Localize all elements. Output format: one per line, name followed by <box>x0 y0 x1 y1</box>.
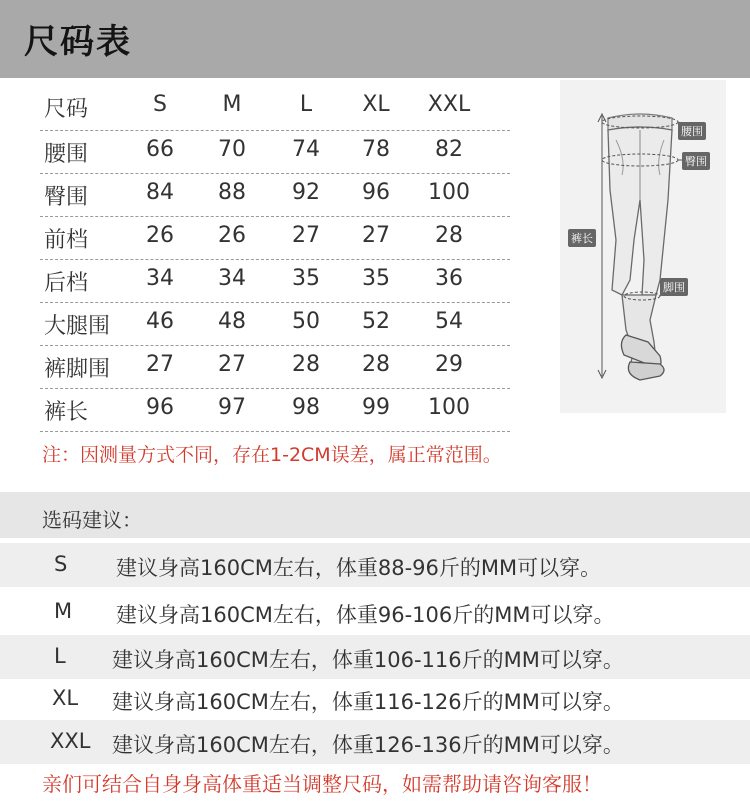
row-label: 臀围 <box>44 185 89 210</box>
table-header-row <box>40 88 510 131</box>
row-label: 裤脚围 <box>44 357 111 382</box>
table-cell: 70 <box>218 137 246 162</box>
advice-text: 建议身高160CM左右，体重106-116斤的MM可以穿。 <box>112 648 624 672</box>
table-cell: 99 <box>362 395 390 420</box>
table-cell: 97 <box>218 395 246 420</box>
table-row <box>40 260 510 303</box>
table-cell: 84 <box>146 180 174 205</box>
table-cell: 26 <box>218 223 246 248</box>
table-cell: 98 <box>292 395 320 420</box>
table-row <box>40 131 510 174</box>
advice-text: 建议身高160CM左右，体重126-136斤的MM可以穿。 <box>112 733 624 757</box>
table-cell: 29 <box>435 352 463 377</box>
table-cell: 28 <box>362 352 390 377</box>
table-cell: 27 <box>362 223 390 248</box>
table-cell: 27 <box>146 352 174 377</box>
waist-label: 腰围 <box>678 122 706 140</box>
table-cell: 27 <box>292 223 320 248</box>
table-cell: 82 <box>435 137 463 162</box>
advice-row <box>0 720 750 764</box>
table-cell: 28 <box>292 352 320 377</box>
table-cell: 35 <box>292 266 320 291</box>
table-row <box>40 174 510 217</box>
length-label: 裤长 <box>568 229 596 247</box>
advice-size: S <box>54 552 68 576</box>
column-header: 尺码 <box>44 97 89 122</box>
column-header: XXL <box>427 92 471 117</box>
column-header: XL <box>362 92 390 117</box>
table-cell: 28 <box>435 223 463 248</box>
hip-label: 臀围 <box>682 152 710 170</box>
table-cell: 100 <box>428 180 470 205</box>
page-title: 尺码表 <box>24 22 132 62</box>
table-cell: 88 <box>218 180 246 205</box>
column-header: L <box>299 92 313 117</box>
footer-tip: 亲们可结合自身身高体重适当调整尺码，如需帮助请咨询客服！ <box>42 772 602 796</box>
advice-row <box>0 590 750 634</box>
table-cell: 100 <box>428 395 470 420</box>
size-table <box>40 88 510 432</box>
advice-size: M <box>54 599 73 623</box>
advice-row <box>0 543 750 587</box>
table-cell: 27 <box>218 352 246 377</box>
advice-row <box>0 677 750 721</box>
table-cell: 34 <box>218 266 246 291</box>
column-header: S <box>153 92 167 117</box>
table-cell: 35 <box>362 266 390 291</box>
table-cell: 36 <box>435 266 463 291</box>
hem-label: 脚围 <box>660 278 688 296</box>
advice-size: L <box>54 644 66 668</box>
table-cell: 34 <box>146 266 174 291</box>
row-label: 裤长 <box>44 400 89 425</box>
header-bar <box>0 0 750 78</box>
table-row <box>40 346 510 389</box>
table-row <box>40 217 510 260</box>
advice-size: XXL <box>50 729 91 753</box>
table-row <box>40 303 510 346</box>
advice-text: 建议身高160CM左右，体重88-96斤的MM可以穿。 <box>116 556 602 580</box>
advice-text: 建议身高160CM左右，体重96-106斤的MM可以穿。 <box>116 603 615 627</box>
column-header: M <box>222 92 242 117</box>
table-cell: 26 <box>146 223 174 248</box>
table-cell: 50 <box>292 309 320 334</box>
table-cell: 48 <box>218 309 246 334</box>
table-cell: 92 <box>292 180 320 205</box>
table-cell: 96 <box>362 180 390 205</box>
table-cell: 66 <box>146 137 174 162</box>
table-cell: 52 <box>362 309 390 334</box>
measurement-note: 注：因测量方式不同，存在1-2CM误差，属正常范围。 <box>42 444 502 466</box>
table-cell: 46 <box>146 309 174 334</box>
advice-size: XL <box>52 686 79 710</box>
table-cell: 54 <box>435 309 463 334</box>
row-label: 前档 <box>44 228 89 253</box>
pants-measurement-diagram <box>560 80 726 413</box>
table-cell: 78 <box>362 137 390 162</box>
advice-text: 建议身高160CM左右，体重116-126斤的MM可以穿。 <box>112 690 624 714</box>
row-label: 腰围 <box>44 142 89 167</box>
table-cell: 74 <box>292 137 320 162</box>
advice-row <box>0 635 750 679</box>
row-label: 大腿围 <box>44 314 111 339</box>
table-row <box>40 389 510 432</box>
advice-title: 选码建议： <box>42 508 142 532</box>
row-label: 后档 <box>44 271 89 296</box>
table-cell: 96 <box>146 395 174 420</box>
